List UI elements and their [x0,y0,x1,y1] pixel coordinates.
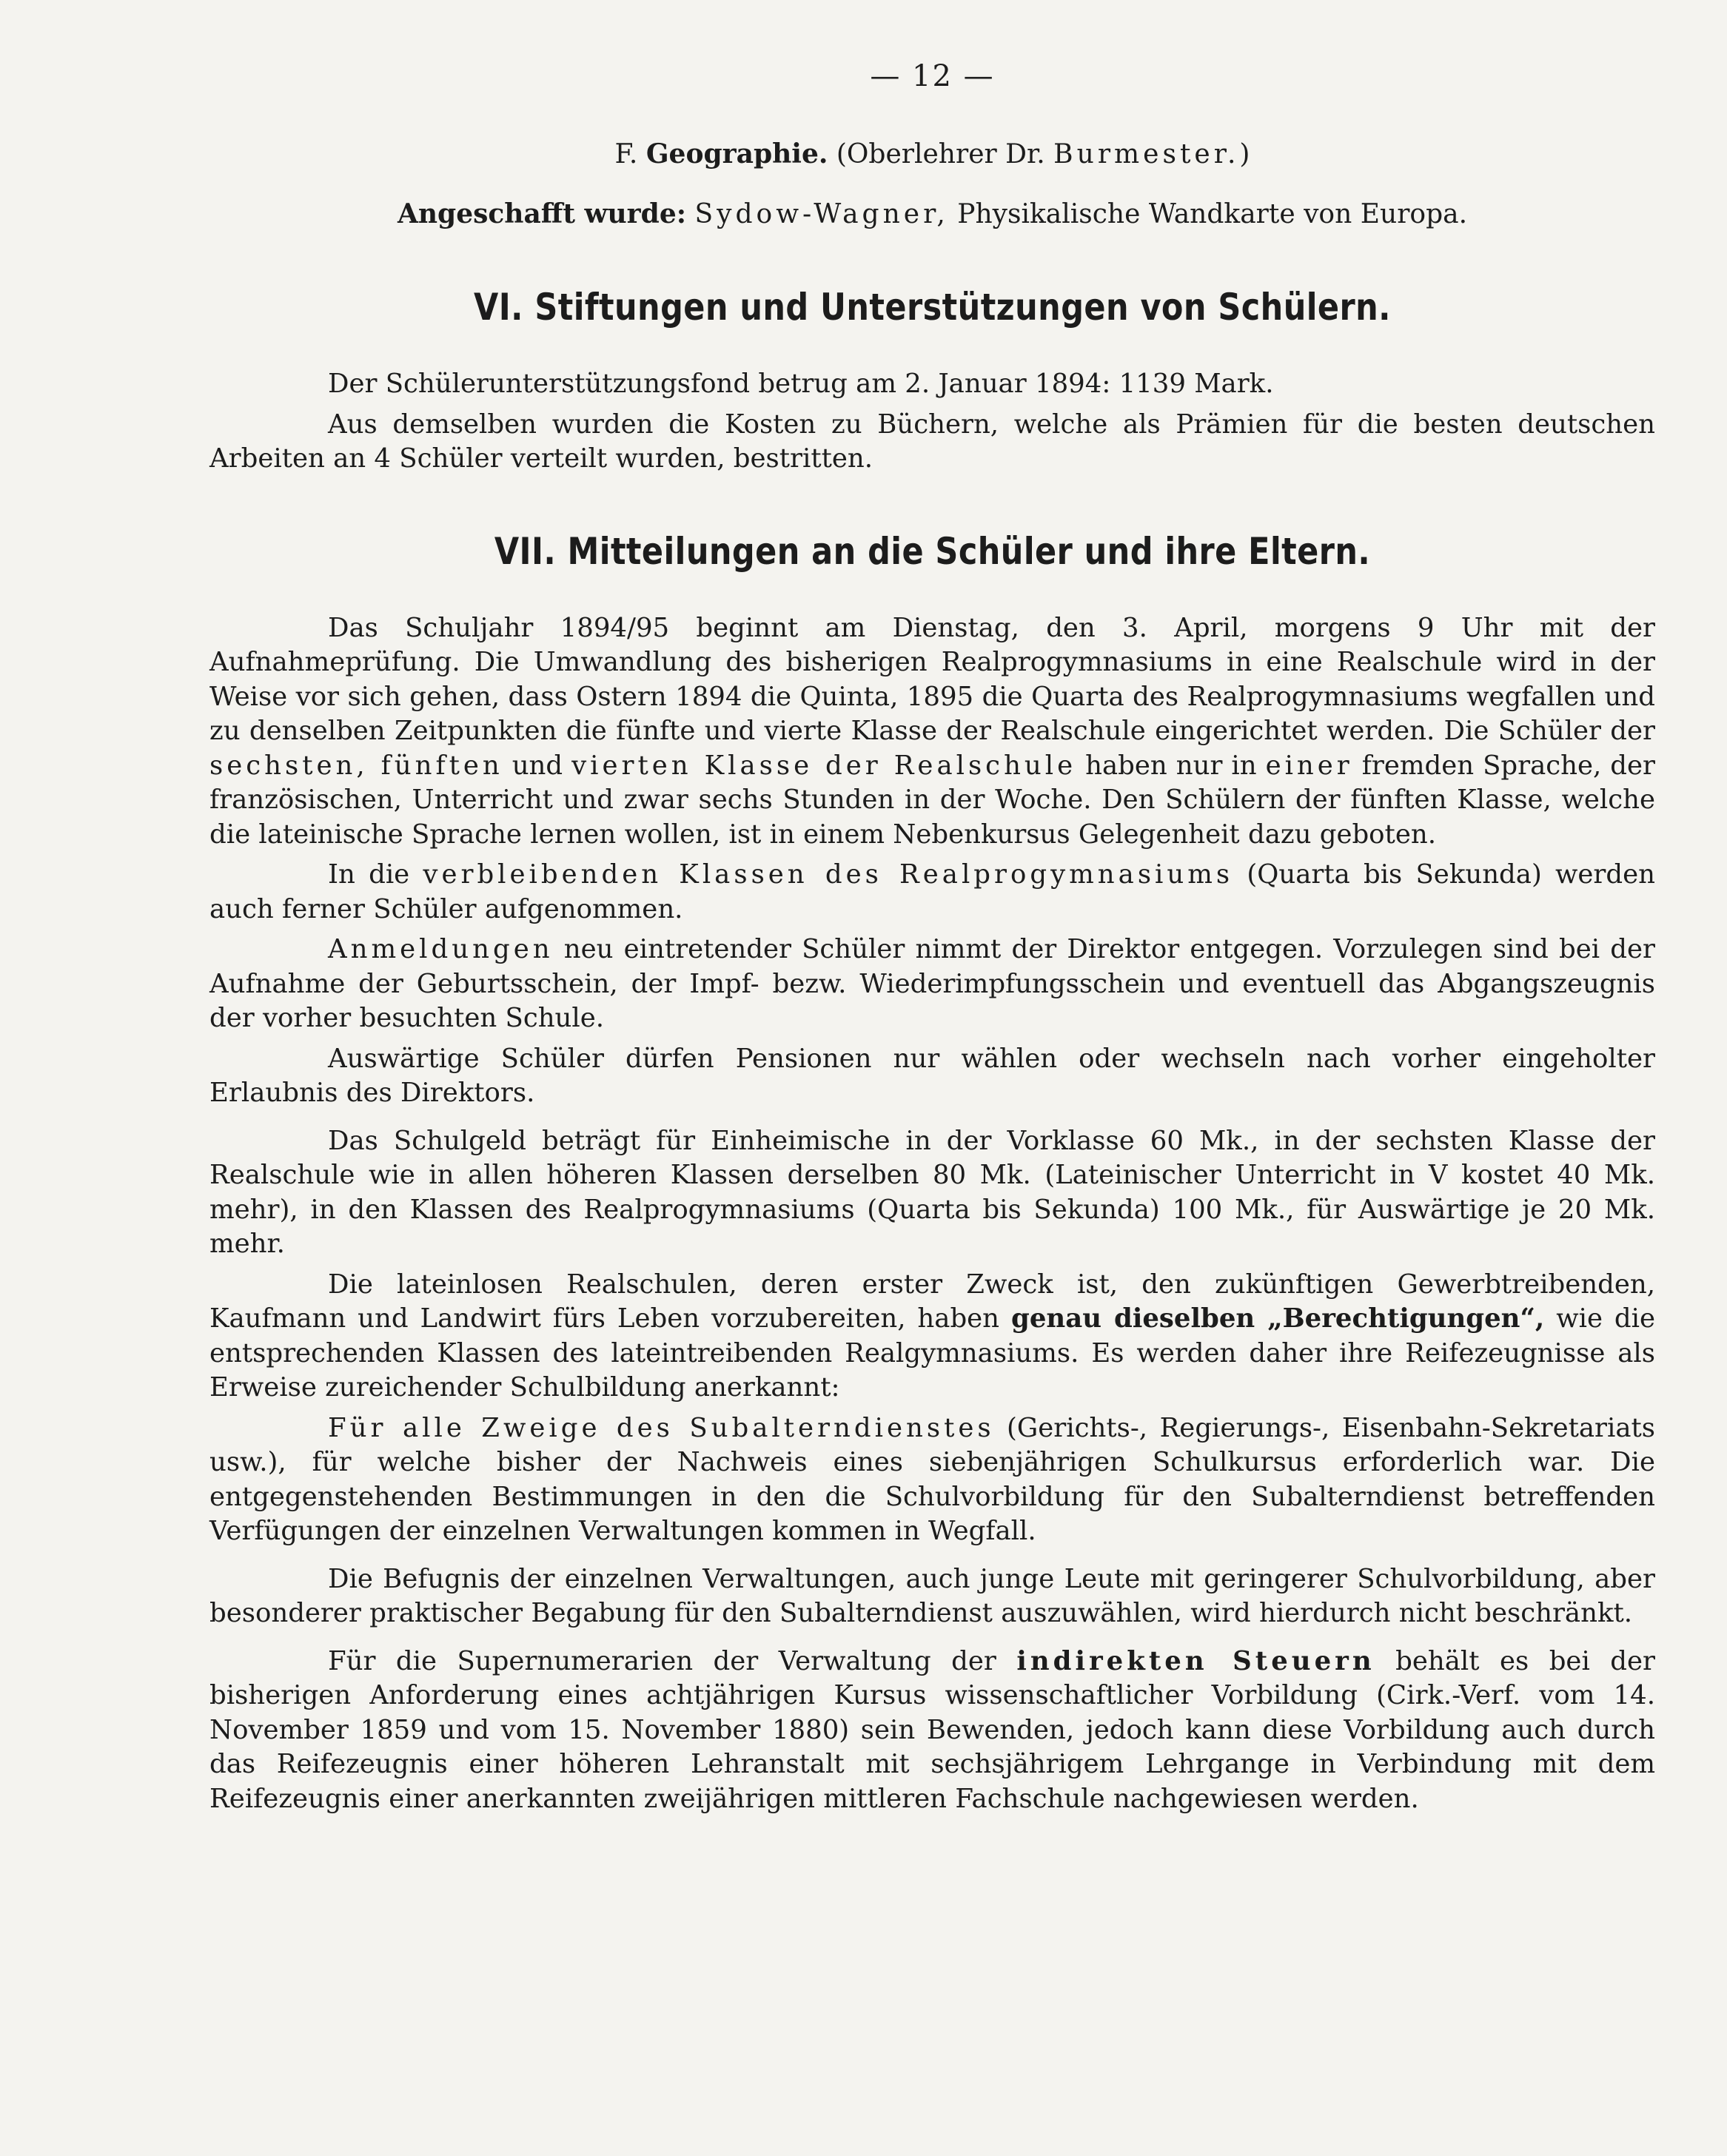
text-run: (Gerichts-, Regierungs-, Eisenbahn-Sekretariats usw.), für welche bisher der Nachweis eines siebenjährigen Schulkursus erforderlich war. Die entgegenstehenden Bestimmungen in den die Schulvorbildung für den Subalterndienst betreffenden Verfügungen der einzelnen Verwaltungen kommen in Wegfall. [209,1412,1655,1546]
text-run: In die [328,859,410,890]
text-run: haben nur in [1085,750,1257,781]
text-run-bold: genau dieselben „Berechtigungen“, [1011,1303,1545,1334]
text-run: Die lateinlosen Realschulen, deren erster Zweck ist, den zukünftigen Gewerbtreibenden, Kaufmann und Landwirt fürs Leben vorzubereiten, haben [209,1269,1655,1334]
acquired-title: Physikalische Wandkarte von Europa. [957,199,1468,229]
section-vi-title: VI. Stiftungen und Unterstützungen von Schülern. [474,286,1391,329]
text-run-spaced: indirekten Steuern [1016,1645,1375,1676]
text-run-spaced: Für alle Zweige des Subalterndienstes [328,1412,995,1443]
section-vii-paragraph-5: Das Schulgeld beträgt für Einheimische in der Vorklasse 60 Mk., in der sechsten Klasse der Realschule wie in allen höheren Klassen derselben 80 Mk. (Lateinischer Unterricht in V kostet 40 Mk. mehr), in den Klassen des Realprogymnasiums (Quarta bis Sekunda) 100 Mk., für Auswärtige je 20 Mk. mehr. [209,1125,1655,1259]
text-run: neu eintretender Schüler nimmt der Direktor entgegen. Vorzulegen sind bei der Aufnahme der Geburtsschein, der Impf- bezw. Wiederimpfungsschein und eventuell das Abgangszeugnis der vorher besuchten Schule. [209,934,1655,1033]
section-vii-paragraph-9 [209,1645,1655,1817]
geography-teacher-open: (Oberlehrer Dr. [836,139,1045,169]
text-run: wie die entsprechenden Klassen des lateintreibenden Realgymnasiums. Es werden daher ihre Reifezeugnisse als Erweise zureichender Schulbildung anerkannt: [209,1303,1655,1403]
text-run: Das Schuljahr 1894/95 beginnt am Dienstag, den 3. April, morgens 9 Uhr mit der Aufnahmeprüfung. Die Umwandlung des bisherigen Realprogymnasiums in eine Realschule wird in der Weise vor sich gehen, dass Ostern 1894 die Quinta, 1895 die Quarta des Realprogymnasiums wegfallen und zu denselben Zeitpunkten die fünfte und vierte Klasse der Realschule eingerichtet werden. Die Schüler der [209,612,1655,746]
text-run-spaced: sechsten, fünften [209,750,503,781]
section-vii-paragraph-1 [209,611,1655,853]
text-run: fremden Sprache, der französischen, Unterricht und zwar sechs Stunden in der Woche. Den Schülern der fünften Klasse, welche die lateinische Sprache lernen wollen, ist in einem Nebenkursus Gelegenheit dazu geboten. [209,750,1655,850]
geography-letter: F. [614,139,638,169]
geography-title: Geographie. [645,138,828,169]
acquired-label: Angeschafft wurde: [397,198,687,229]
section-vii-paragraph-2 [209,858,1655,927]
text-run-spaced: vierten Klasse der Realschule [571,750,1077,781]
section-vii-paragraph-8: Die Befugnis der einzelnen Verwaltungen, auch junge Leute mit geringerer Schulvorbildung, aber besonderer praktischer Begabung für den Subalterndienst auszuwählen, wird hierdurch nicht beschränkt. [209,1563,1655,1628]
text-run: Für die Supernumerarien der Verwaltung der [328,1645,996,1676]
section-vii-paragraph-6 [209,1268,1655,1406]
geography-heading [209,136,1655,172]
text-run-spaced: Anmeldungen [328,934,554,964]
section-vii-paragraph-4: Auswärtige Schüler dürfen Pensionen nur wählen oder wechseln nach vorher eingeholter Erlaubnis des Direktors. [209,1043,1655,1108]
section-vii-title: VII. Mitteilungen an die Schüler und ihre Eltern. [494,529,1371,573]
geography-teacher-close: ) [1239,139,1250,169]
text-run: behält es bei der bisherigen Anforderung eines achtjährigen Kursus wissenschaftlicher Vorbildung (Cirk.-Verf. vom 14. November 1859 und vom 15. November 1880) sein Bewenden, jedoch kann diese Vorbildung auch durch das Reifezeugnis einer höheren Lehranstalt mit sechsjährigem Lehrgange in Verbindung mit dem Reifezeugnis einer anerkannten zweijährigen mittleren Fachschule nachgewiesen werden. [209,1645,1655,1814]
text-run: und [512,750,563,781]
text-run: (Quarta bis Sekunda) werden auch ferner Schüler aufgenommen. [209,859,1655,924]
page-number: — 12 — [870,59,995,93]
text-run-spaced: verbleibenden Klassen des Realprogymnasiums [423,859,1234,890]
text-run-spaced: einer [1265,750,1353,781]
document-page [209,59,1655,1822]
geography-teacher-name: Burmester. [1053,139,1240,169]
section-vi-paragraph-1: Der Schülerunterstützungsfond betrug am 2. Januar 1894: 1139 Mark. [328,369,1274,399]
section-vii-paragraph-3 [209,933,1655,1036]
section-vii-paragraph-7 [209,1411,1655,1549]
acquired-author: Sydow-Wagner, [694,199,949,229]
section-vi-paragraph-2: Aus demselben wurden die Kosten zu Büchern, welche als Prämien für die besten deutschen Arbeiten an 4 Schüler verteilt wurden, bestritten. [209,409,1655,474]
geography-acquisition [209,196,1655,232]
